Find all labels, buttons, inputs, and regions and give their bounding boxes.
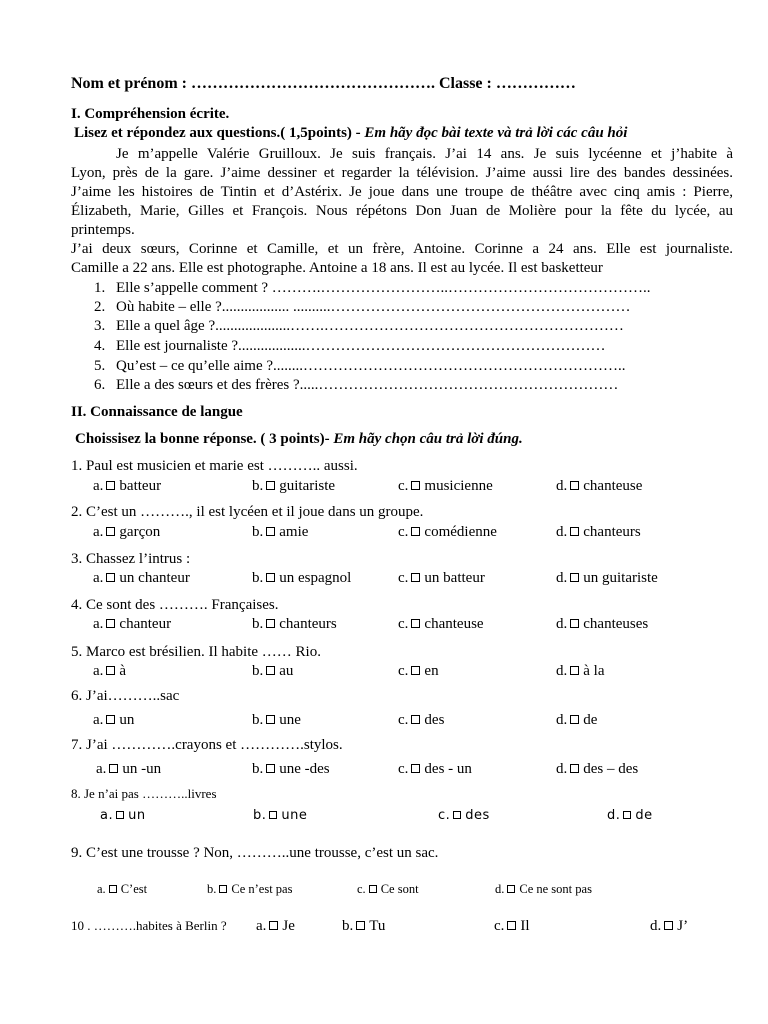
checkbox[interactable] [266, 764, 275, 773]
checkbox[interactable] [507, 885, 515, 893]
question-text: Elle a quel âge ?....................…….…………………………………………………… [116, 318, 624, 334]
mcq-option-d[interactable] [556, 524, 641, 541]
question-number: 4. [94, 338, 106, 354]
option-letter: a. [93, 524, 104, 540]
option-letter: c. [398, 712, 409, 728]
checkbox[interactable] [570, 527, 579, 536]
question-text: Elle s’appelle comment ? ……….……………………..………………………………….. [116, 280, 651, 296]
option-letter: d. [556, 570, 568, 586]
section2-instruction [75, 431, 523, 448]
option-text: des [424, 712, 445, 728]
mcq-option-b[interactable] [252, 524, 308, 541]
option-text: Je [282, 918, 295, 934]
mcq-option-d[interactable] [556, 712, 597, 729]
option-text: des [465, 808, 490, 823]
checkbox[interactable] [266, 573, 275, 582]
mcq-option-b[interactable] [252, 570, 351, 587]
option-text: chanteurs [279, 616, 337, 632]
mcq-option-a[interactable] [93, 616, 171, 633]
option-letter: b. [252, 663, 264, 679]
reading-text [71, 145, 733, 278]
checkbox[interactable] [411, 666, 420, 675]
checkbox[interactable] [411, 715, 420, 724]
mcq-option-b[interactable] [207, 882, 292, 897]
option-text: chanteur [119, 616, 172, 632]
question-text: Où habite – elle ?.................. ..........…………………………………………………… [116, 299, 631, 315]
mcq-question: 10 . ……….habites à Berlin ? [71, 918, 227, 933]
section1-instruction-fr: Lisez et répondez aux questions.( 1,5points) - [74, 125, 361, 141]
question-number: 5. [94, 358, 106, 374]
question-text: Qu’est – ce qu’elle aime ?........……………………………………………………….. [116, 358, 626, 374]
option-letter: c. [357, 882, 366, 896]
mcq-option-b[interactable] [252, 478, 335, 495]
mcq-option-d[interactable] [556, 761, 638, 778]
checkbox[interactable] [109, 885, 117, 893]
option-text: Il [520, 918, 530, 934]
mcq-question: 6. J’ai………..sac [71, 688, 180, 704]
mcq-option-b[interactable] [252, 663, 293, 680]
option-text: chanteuse [424, 616, 484, 632]
option-text: J’ [677, 918, 689, 934]
mcq-option-d[interactable] [607, 808, 653, 823]
checkbox[interactable] [623, 811, 631, 819]
checkbox[interactable] [570, 619, 579, 628]
mcq-option-c[interactable] [398, 616, 484, 633]
mcq-question: 9. C’est une trousse ? Non, ………..une trousse, c’est un sac. [71, 845, 439, 861]
checkbox[interactable] [266, 481, 275, 490]
checkbox[interactable] [369, 885, 377, 893]
mcq-option-b[interactable] [252, 616, 337, 633]
option-text: de [635, 808, 653, 823]
mcq-option-a[interactable] [97, 882, 147, 897]
checkbox[interactable] [411, 573, 420, 582]
option-letter: a. [93, 478, 104, 494]
checkbox[interactable] [266, 527, 275, 536]
option-text: chanteuse [583, 478, 643, 494]
option-text: des – des [583, 761, 639, 777]
option-letter: a. [93, 616, 104, 632]
question-text: Elle est journaliste ?..................…………………………………………………… [116, 338, 606, 354]
reading-line: Je m’appelle Valérie Gruilloux. Je suis français. J’ai 14 ans. Je suis lycéenne et j’habite à [116, 146, 733, 162]
checkbox[interactable] [507, 921, 516, 930]
question-item [94, 337, 606, 356]
option-letter: c. [398, 616, 409, 632]
mcq-question: 1. Paul est musicien et marie est ……….. aussi. [71, 458, 358, 474]
mcq-option-a[interactable] [93, 712, 134, 729]
mcq-option-c[interactable] [398, 663, 439, 680]
option-letter: c. [494, 918, 505, 934]
option-letter: a. [93, 712, 104, 728]
reading-line: Camille a 22 ans. Elle est photographe. Antoine a 18 ans. Il est au lycée. Il est basketteur [71, 260, 603, 276]
reading-line: Lyon, près de la gare. J’aime dessiner et regarder la télévision. J’aime aussi lire des bandes dessinées. [71, 165, 733, 181]
mcq-option-a[interactable] [93, 663, 126, 680]
option-letter: a. [97, 882, 106, 896]
option-text: une [279, 712, 301, 728]
checkbox[interactable] [411, 527, 420, 536]
mcq-option-a[interactable] [93, 524, 160, 541]
option-letter: d. [556, 524, 568, 540]
reading-line: J’ai deux sœurs, Corinne et Camille, et un frère, Antoine. Corinne a 24 ans. Elle est journaliste. [71, 241, 733, 257]
section2-instruction-fr: Choissisez la bonne réponse. ( 3 points)- [75, 431, 330, 447]
option-text: Tu [369, 918, 386, 934]
mcq-option-a[interactable] [93, 478, 161, 495]
option-letter: a. [93, 663, 104, 679]
checkbox[interactable] [106, 527, 115, 536]
mcq-option-d[interactable] [556, 570, 658, 587]
section1-instruction [74, 125, 627, 142]
question-number: 3. [94, 318, 106, 334]
checkbox[interactable] [109, 764, 118, 773]
checkbox[interactable] [411, 619, 420, 628]
option-text: musicienne [424, 478, 493, 494]
mcq-question: 4. Ce sont des ………. Françaises. [71, 597, 279, 613]
option-text: Ce n’est pas [231, 882, 293, 896]
option-text: Ce ne sont pas [519, 882, 592, 896]
reading-line: J’aime les histoires de Tintin et d’Astérix. Je joue dans une troupe de théâtre avec cinq amis : Pierre, [71, 184, 733, 200]
option-letter: c. [398, 478, 409, 494]
option-text: des - un [424, 761, 472, 777]
option-letter: d. [556, 616, 568, 632]
question-item [94, 376, 618, 395]
option-text: garçon [119, 524, 161, 540]
question-number: 6. [94, 377, 106, 393]
checkbox[interactable] [356, 921, 365, 930]
option-letter: c. [438, 808, 451, 823]
mcq-option-b[interactable] [252, 761, 330, 778]
mcq-option-d[interactable] [556, 478, 642, 495]
checkbox[interactable] [570, 573, 579, 582]
mcq-question: 2. C’est un ………., il est lycéen et il joue dans un groupe. [71, 504, 424, 520]
section1-title: I. Compréhension écrite. [71, 106, 230, 122]
option-text: de [583, 712, 598, 728]
option-letter: a. [96, 761, 107, 777]
checkbox[interactable] [266, 715, 275, 724]
option-letter: b. [252, 478, 264, 494]
option-text: Ce sont [380, 882, 419, 896]
reading-line: Élizabeth, Marie, Gilles et François. Nous répétons Don Juan de Molière pour la fête du lycée, au [71, 203, 733, 219]
option-letter: b. [252, 570, 264, 586]
option-text: à la [583, 663, 605, 679]
option-text: à [119, 663, 127, 679]
mcq-option-c[interactable] [494, 918, 530, 935]
mcq-option-c[interactable] [357, 882, 419, 897]
option-letter: b. [252, 712, 264, 728]
option-text: un guitariste [583, 570, 658, 586]
checkbox[interactable] [106, 619, 115, 628]
mcq-option-c[interactable] [438, 808, 490, 823]
checkbox[interactable] [664, 921, 673, 930]
option-letter: d. [556, 712, 568, 728]
checkbox[interactable] [266, 666, 275, 675]
mcq-option-c[interactable] [398, 761, 472, 778]
option-text: une [281, 808, 308, 823]
option-letter: a. [100, 808, 114, 823]
mcq-option-d[interactable] [650, 918, 688, 935]
mcq-option-c[interactable] [398, 478, 493, 495]
checkbox[interactable] [116, 811, 124, 819]
question-item [94, 317, 624, 336]
question-text: Elle a des sœurs et des frères ?.....…………………………………………………… [116, 377, 619, 393]
question-number: 2. [94, 299, 106, 315]
option-letter: d. [650, 918, 662, 934]
checkbox[interactable] [266, 619, 275, 628]
option-text: au [279, 663, 294, 679]
checkbox[interactable] [106, 715, 115, 724]
option-letter: d. [607, 808, 621, 823]
option-letter: b. [342, 918, 354, 934]
mcq-option-d[interactable] [495, 882, 592, 897]
mcq-option-b[interactable] [253, 808, 307, 823]
checkbox[interactable] [269, 921, 278, 930]
section2-title: II. Connaissance de langue [71, 404, 243, 420]
checkbox[interactable] [106, 573, 115, 582]
checkbox[interactable] [106, 666, 115, 675]
mcq-option-b[interactable] [342, 918, 385, 935]
mcq-option-c[interactable] [398, 712, 444, 729]
option-text: un espagnol [279, 570, 352, 586]
option-letter: a. [256, 918, 267, 934]
option-text: un [128, 808, 146, 823]
option-text: C’est [120, 882, 148, 896]
mcq-option-c[interactable] [398, 524, 497, 541]
mcq-option-a[interactable] [100, 808, 146, 823]
checkbox[interactable] [570, 764, 579, 773]
option-letter: d. [556, 761, 568, 777]
option-letter: c. [398, 570, 409, 586]
reading-line: printemps. [71, 222, 135, 238]
mcq-question: 8. Je n’ai pas ………..livres [71, 786, 217, 801]
question-item [94, 298, 631, 317]
mcq-option-c[interactable] [398, 570, 485, 587]
option-letter: b. [253, 808, 267, 823]
option-letter: c. [398, 761, 409, 777]
mcq-question: 7. J’ai ………….crayons et ………….stylos. [71, 737, 343, 753]
option-letter: b. [207, 882, 217, 896]
option-text: batteur [119, 478, 162, 494]
option-letter: c. [398, 663, 409, 679]
checkbox[interactable] [269, 811, 277, 819]
question-number: 1. [94, 280, 106, 296]
name-class-line: Nom et prénom : ………………………………………. Classe : …………… [71, 75, 576, 92]
option-text: comédienne [424, 524, 497, 540]
option-letter: d. [495, 882, 505, 896]
option-letter: c. [398, 524, 409, 540]
checkbox[interactable] [570, 715, 579, 724]
option-text: une -des [279, 761, 330, 777]
section2-instruction-vn: Em hãy chọn câu trả lời đúng. [333, 431, 523, 447]
mcq-option-b[interactable] [252, 712, 301, 729]
option-letter: a. [93, 570, 104, 586]
option-letter: d. [556, 478, 568, 494]
mcq-option-a[interactable] [96, 761, 161, 778]
checkbox[interactable] [219, 885, 227, 893]
section1-instruction-vn: Em hãy đọc bài texte và trả lời các câu hỏi [364, 125, 628, 141]
mcq-question: 3. Chassez l’intrus : [71, 551, 191, 567]
option-letter: d. [556, 663, 568, 679]
checkbox[interactable] [453, 811, 461, 819]
option-text: un [119, 712, 135, 728]
checkbox[interactable] [570, 481, 579, 490]
option-letter: b. [252, 761, 264, 777]
option-text: un batteur [424, 570, 485, 586]
checkbox[interactable] [411, 764, 420, 773]
option-text: en [424, 663, 439, 679]
checkbox[interactable] [411, 481, 420, 490]
option-text: chanteurs [583, 524, 641, 540]
option-letter: b. [252, 616, 264, 632]
mcq-option-a[interactable] [256, 918, 295, 935]
question-item [94, 357, 626, 376]
option-letter: b. [252, 524, 264, 540]
mcq-option-a[interactable] [93, 570, 190, 587]
mcq-option-d[interactable] [556, 616, 648, 633]
checkbox[interactable] [570, 666, 579, 675]
checkbox[interactable] [106, 481, 115, 490]
mcq-option-d[interactable] [556, 663, 604, 680]
mcq-question: 5. Marco est brésilien. Il habite …… Rio. [71, 644, 321, 660]
option-text: un chanteur [119, 570, 190, 586]
option-text: un -un [122, 761, 162, 777]
option-text: guitariste [279, 478, 336, 494]
option-text: amie [279, 524, 309, 540]
option-text: chanteuses [583, 616, 649, 632]
question-item [94, 279, 651, 298]
